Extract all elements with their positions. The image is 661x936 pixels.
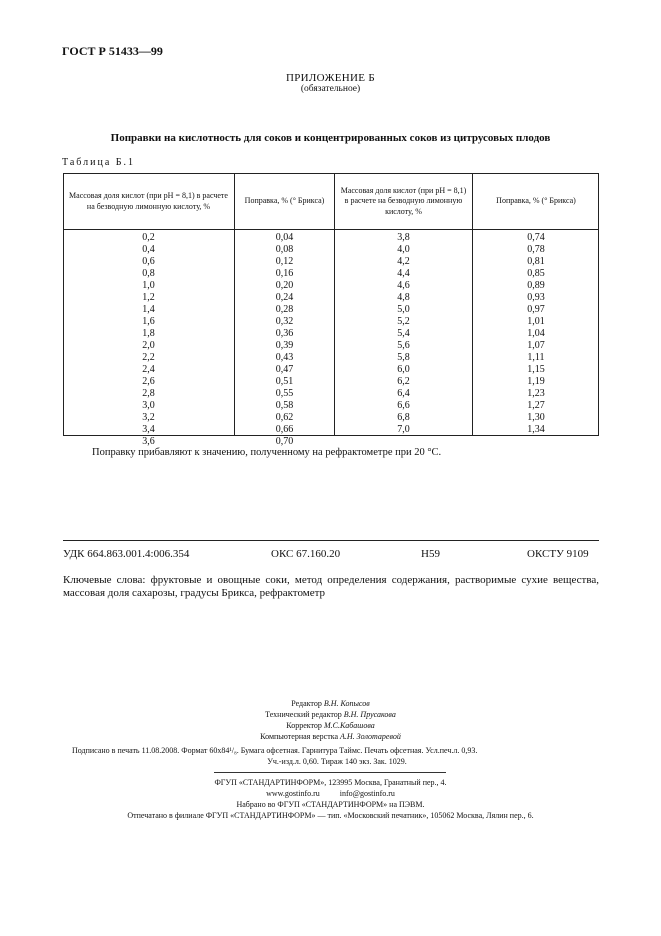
table-cell: 4,0	[397, 244, 410, 255]
table-cell: 2,2	[142, 352, 155, 363]
udc-code: УДК 664.863.001.4:006.354	[63, 548, 190, 560]
table-header-cell: Массовая доля кислот (при pH = 8,1) в расчете на безводную лимонную кислоту, %	[340, 185, 467, 216]
table-cell: 4,2	[397, 256, 410, 267]
table-header-cell: Поправка, % (° Брикса)	[244, 196, 325, 206]
table-cell: 0,70	[275, 436, 294, 447]
table-cell: 2,0	[142, 340, 155, 351]
table-cell: 1,27	[527, 400, 545, 411]
table-cell: 0,58	[275, 400, 294, 411]
publisher-line: Отпечатано в филиале ФГУП «СТАНДАРТИНФОРМ» — тип. «Московский печатник», 105062 Москва, Лялин пер., 6.	[127, 811, 534, 820]
table-cell: 1,01	[527, 316, 545, 327]
credit-name: А.Н. Золотаревой	[340, 732, 401, 741]
print-info	[72, 745, 602, 767]
table-cell: 0,74	[527, 232, 545, 243]
table-header-cell: Массовая доля кислот (при pH = 8,1) в расчете на безводную лимонную кислоту, %	[69, 191, 228, 211]
credit-label: Компьютерная верстка	[260, 732, 339, 741]
table-cell: 0,16	[275, 268, 294, 279]
table-column-correction-2	[473, 232, 599, 436]
table-cell: 5,4	[397, 328, 410, 339]
table-cell: 1,30	[527, 412, 545, 423]
table-cell: 6,4	[397, 388, 410, 399]
publisher-line: Набрано во ФГУП «СТАНДАРТИНФОРМ» на ПЭВМ.	[236, 800, 425, 809]
appendix-title: ПРИЛОЖЕНИЕ Б	[286, 72, 375, 84]
print-info-line: Уч.-изд.л. 0,60. Тираж 140 экз. Зак. 1029.	[267, 757, 407, 766]
credit-label: Редактор	[291, 699, 322, 708]
table-cell: 0,32	[275, 316, 294, 327]
table-cell: 0,36	[275, 328, 294, 339]
publisher-line: ФГУП «СТАНДАРТИНФОРМ», 123995 Москва, Гранатный пер., 4.	[214, 778, 447, 787]
table-cell: 5,2	[397, 316, 410, 327]
table-cell: 3,8	[397, 232, 410, 243]
document-code: ГОСТ Р 51433—99	[62, 44, 163, 58]
appendix-status: (обязательное)	[300, 84, 361, 94]
credit-name: М.С.Кабашова	[323, 721, 375, 730]
table-cell: 6,6	[397, 400, 410, 411]
table-cell: 1,34	[527, 424, 545, 435]
table-cell: 1,15	[527, 364, 545, 375]
table-cell: 1,19	[527, 376, 545, 387]
table-cell: 0,12	[275, 256, 294, 267]
publisher-line: www.gostinfo.ru info@gostinfo.ru	[266, 789, 395, 798]
table-cell: 0,66	[275, 424, 294, 435]
table-cell: 4,8	[397, 292, 410, 303]
table-cell: 0,89	[527, 280, 545, 291]
table-cell: 5,0	[397, 304, 410, 315]
table-cell: 6,0	[397, 364, 410, 375]
table-cell: 6,8	[397, 412, 410, 423]
table-cell: 1,23	[527, 388, 545, 399]
table-header-cell: Поправка, % (° Брикса)	[496, 196, 576, 206]
table-cell: 0,20	[275, 280, 294, 291]
table-cell: 0,97	[527, 304, 545, 315]
table-cell: 1,2	[142, 292, 155, 303]
table-cell: 1,4	[142, 304, 155, 315]
group-code: Н59	[421, 548, 440, 560]
okstu-code: ОКСТУ 9109	[527, 548, 589, 560]
table-cell: 5,6	[397, 340, 410, 351]
table-cell: 2,4	[142, 364, 155, 375]
table-cell: 0,51	[275, 376, 294, 387]
table-cell: 4,4	[397, 268, 410, 279]
table-cell: 0,24	[275, 292, 294, 303]
oks-code: ОКС 67.160.20	[271, 548, 341, 560]
table-cell: 3,4	[142, 424, 155, 435]
table-column-acid-2	[335, 232, 472, 436]
table-cell: 0,2	[142, 232, 155, 243]
table-cell: 3,0	[142, 400, 155, 411]
table-cell: 0,47	[275, 364, 294, 375]
divider	[214, 772, 446, 773]
credit-label: Технический редактор	[265, 710, 342, 719]
table-cell: 1,04	[527, 328, 545, 339]
table-cell: 1,6	[142, 316, 155, 327]
table-column-acid-1	[63, 232, 234, 448]
section-title: Поправки на кислотность для соков и концентрированных соков из цитрусовых плодов	[110, 132, 551, 144]
table-cell: 0,81	[527, 256, 545, 267]
table-cell: 0,6	[142, 256, 155, 267]
publisher-info	[0, 777, 661, 821]
credit-name: В.Н. Копысов	[323, 699, 370, 708]
table-cell: 0,4	[142, 244, 155, 255]
table-cell: 0,04	[275, 232, 294, 243]
table-label: Таблица Б.1	[62, 157, 136, 168]
table-cell: 1,8	[142, 328, 155, 339]
credit-label: Корректор	[286, 721, 322, 730]
table-cell: 0,08	[275, 244, 294, 255]
divider	[63, 540, 599, 541]
keywords: Ключевые слова: фруктовые и овощные соки, метод определения содержания, растворимые сухие вещества, массовая доля сахарозы, градусы Брикса, рефрактометр	[63, 574, 599, 599]
table-cell: 4,6	[397, 280, 410, 291]
table-cell: 0,55	[275, 388, 294, 399]
table-cell: 1,0	[142, 280, 155, 291]
credit-name: В.Н. Прусакова	[343, 710, 396, 719]
table-cell: 6,2	[397, 376, 410, 387]
table-cell: 7,0	[397, 424, 410, 435]
table-cell: 0,93	[527, 292, 545, 303]
table-cell: 0,28	[275, 304, 294, 315]
table-cell: 1,07	[527, 340, 545, 351]
table-cell: 5,8	[397, 352, 410, 363]
table-cell: 3,6	[142, 436, 155, 447]
credits	[0, 698, 661, 742]
table-note: Поправку прибавляют к значению, полученному на рефрактометре при 20 °С.	[92, 447, 442, 458]
table-cell: 1,11	[527, 352, 545, 363]
table-cell: 0,62	[275, 412, 294, 423]
table-cell: 0,43	[275, 352, 294, 363]
table-cell: 3,2	[142, 412, 155, 423]
table-cell: 2,8	[142, 388, 155, 399]
table-cell: 0,8	[142, 268, 155, 279]
table-column-correction-1	[235, 232, 334, 448]
table-cell: 0,78	[527, 244, 545, 255]
table-cell: 2,6	[142, 376, 155, 387]
table-cell: 0,85	[527, 268, 545, 279]
table-cell: 0,39	[275, 340, 294, 351]
print-info-line: Подписано в печать 11.08.2008. Формат 60x84¹/₈. Бумага офсетная. Гарнитура Таймс. Печать офсетная. Усл.печ.л. 0,93.	[72, 746, 478, 755]
table-header-divider	[63, 229, 599, 230]
